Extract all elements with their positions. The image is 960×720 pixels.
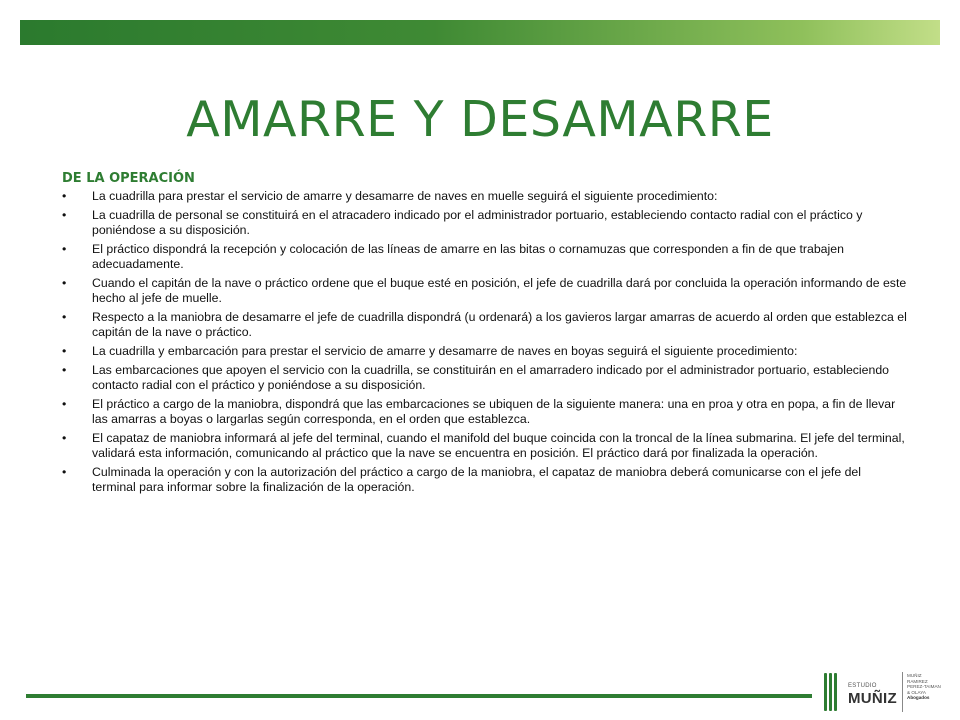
- logo-partner: PEREZ-TAIMAN: [907, 684, 941, 690]
- bullet-text: Culminada la operación y con la autorización del práctico a cargo de la maniobra, el capataz de maniobra deberá comunicarse con el jefe del terminal para informar sobre la finalización de la operación.: [92, 465, 862, 494]
- logo-estudio-text: ESTUDIO: [848, 683, 877, 689]
- bullet-list: [62, 189, 907, 495]
- bullet-dot: •: [62, 276, 67, 290]
- logo-name-text: MUÑIZ: [848, 690, 897, 707]
- bullet-dot: •: [62, 189, 67, 203]
- logo-partner: & OLAYA: [907, 689, 926, 695]
- slide-title: AMARRE Y DESAMARRE: [186, 90, 774, 148]
- bullet-dot: •: [62, 344, 67, 358]
- bullet-dot: •: [62, 310, 67, 324]
- bullet-text: El capataz de maniobra informará al jefe del terminal, cuando el manifold del buque coincida con la troncal de la línea submarina. El jefe del terminal, validará esta información, comunicando al práctico que la nave se encuentra en posición. El práctico dará por finalizada la operación.: [92, 431, 905, 460]
- bullet-text: La cuadrilla para prestar el servicio de amarre y desamarre de naves en muelle seguirá el siguiente procedimiento:: [92, 189, 718, 203]
- section-heading: DE LA OPERACIÓN: [62, 171, 195, 186]
- bullet-text: La cuadrilla y embarcación para prestar el servicio de amarre y desamarre de naves en boyas seguirá el siguiente procedimiento:: [92, 344, 798, 358]
- bullet-item: [62, 242, 907, 272]
- logo-bars-icon: [822, 673, 842, 713]
- logo-divider: [902, 672, 903, 712]
- bullet-text: El práctico a cargo de la maniobra, dispondrá que las embarcaciones se ubiquen de la siguiente manera: una en proa y otra en popa, a fin de llevar las amarras a boyas o largarlas según corresponda, en el orden que establezca.: [92, 397, 896, 426]
- logo-partner: RAMIREZ: [907, 678, 928, 684]
- bullet-text: La cuadrilla de personal se constituirá en el atracadero indicado por el administrador portuario, estableciendo contacto radial con el práctico y poniéndose a su disposición.: [92, 208, 863, 237]
- top-gradient-bar: [20, 20, 940, 45]
- bullet-text: Cuando el capitán de la nave o práctico ordene que el buque esté en posición, el jefe de cuadrilla dará por concluida la operación informando de este hecho al jefe de muelle.: [92, 276, 907, 305]
- bullet-dot: •: [62, 465, 67, 479]
- bullet-item: [62, 208, 907, 238]
- bullet-dot: •: [62, 208, 67, 222]
- bullet-item: [62, 363, 907, 393]
- bullet-text: Las embarcaciones que apoyen el servicio con la cuadrilla, se constituirán en el amarradero indicado por el administrador portuario, estableciendo contacto radial con el práctico y poniéndose a su disposición.: [92, 363, 890, 392]
- bullet-item: [62, 465, 907, 495]
- bullet-item: [62, 431, 907, 461]
- bullet-dot: •: [62, 363, 67, 377]
- logo-suffix: Abogados: [907, 695, 930, 701]
- logo-partner: MUÑIZ: [907, 673, 922, 678]
- bottom-divider-line: [26, 694, 812, 698]
- bullet-item: [62, 276, 907, 306]
- bullet-dot: •: [62, 397, 67, 411]
- logo-partners: [907, 673, 941, 701]
- bullet-text: Respecto a la maniobra de desamarre el jefe de cuadrilla dispondrá (u ordenará) a los gavieros largar amarras de acuerdo al orden que establezca el capitán de la nave o práctico.: [92, 310, 907, 339]
- slide-content: [62, 171, 907, 499]
- bullet-dot: •: [62, 431, 67, 445]
- bullet-item: [62, 344, 907, 359]
- bullet-item: [62, 189, 907, 204]
- bullet-item: [62, 310, 907, 340]
- estudio-muniz-logo: [822, 668, 944, 716]
- bullet-text: El práctico dispondrá la recepción y colocación de las líneas de amarre en las bitas o cornamuzas que corresponden a fin de que trabajen adecuadamente.: [92, 242, 844, 271]
- bullet-dot: •: [62, 242, 67, 256]
- bullet-item: [62, 397, 907, 427]
